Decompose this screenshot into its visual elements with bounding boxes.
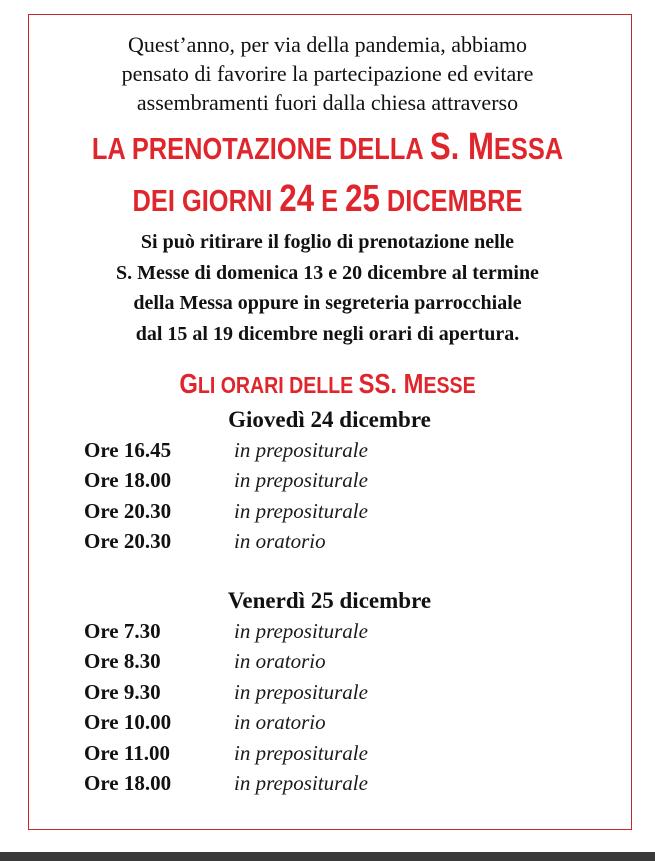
headline-text: DICEMBRE <box>379 183 523 218</box>
headline-line-2 <box>59 178 596 221</box>
mass-time: Ore 16.45 <box>84 438 172 462</box>
headline-number: 24 <box>279 178 315 220</box>
intro-line-1: Quest’anno, per via della pandemia, abbiamo <box>128 32 527 57</box>
mass-time: Ore 11.00 <box>84 740 170 765</box>
intro-line-2: pensato di favorire la partecipazione ed evitare <box>121 61 534 86</box>
headline-text: DEI GIORNI <box>132 183 280 218</box>
mass-place: in oratorio <box>234 529 326 554</box>
booking-details <box>0 227 655 349</box>
details-line-3: della Messa oppure in segreteria parrocchiale <box>133 292 522 314</box>
mass-time: Ore 10.00 <box>84 710 172 735</box>
mass-place: in prepositurale <box>234 679 368 704</box>
headline-text: ESSA <box>493 131 564 166</box>
schedule-row <box>84 529 584 559</box>
mass-time: Ore 7.30 <box>84 619 161 643</box>
details-line-2: S. Messe di domenica 13 e 20 dicembre al termine <box>116 261 539 284</box>
mass-time: Ore 18.00 <box>84 468 172 493</box>
schedule-row <box>84 741 584 771</box>
schedule-list-friday <box>84 619 584 801</box>
intro-line-3: assembramenti fuori dalla chiesa attraverso <box>136 90 519 115</box>
mass-place: in prepositurale <box>234 468 368 493</box>
schedule-title-text: LI ORARI DELLE <box>197 372 359 398</box>
schedule-row <box>84 438 584 468</box>
mass-time: Ore 20.30 <box>84 529 172 554</box>
mass-place: in prepositurale <box>234 740 368 765</box>
schedule-title <box>49 368 606 400</box>
mass-place: in oratorio <box>234 710 326 735</box>
schedule-title-text: SS. M <box>358 368 424 399</box>
mass-time: Ore 20.30 <box>84 498 172 523</box>
mass-place: in prepositurale <box>234 438 368 462</box>
headline-text: S. M <box>429 126 494 168</box>
day-title-thursday: Giovedì 24 dicembre <box>228 407 431 432</box>
schedule-row <box>84 710 584 740</box>
schedule-row <box>84 771 584 801</box>
schedule-row <box>84 468 584 498</box>
details-line-4: dal 15 al 19 dicembre negli orari di apertura. <box>135 322 520 345</box>
headline-text: LA PRENOTAZIONE DELLA <box>91 131 430 166</box>
schedule-row <box>84 680 584 710</box>
headline-line-1 <box>59 126 596 169</box>
mass-place: in prepositurale <box>234 498 368 523</box>
details-line-1: Si può ritirare il foglio di prenotazione nelle <box>140 231 515 253</box>
schedule-row <box>84 619 584 649</box>
mass-time: Ore 8.30 <box>84 649 161 674</box>
mass-place: in prepositurale <box>234 619 368 643</box>
mass-time: Ore 9.30 <box>84 679 161 704</box>
schedule-list-thursday <box>84 438 584 560</box>
intro-paragraph <box>0 30 655 117</box>
mass-time: Ore 18.00 <box>84 770 172 795</box>
headline-number: 25 <box>345 178 380 220</box>
schedule-row <box>84 649 584 679</box>
mass-place: in oratorio <box>234 649 326 674</box>
day-title-friday: Venerdì 25 dicembre <box>227 588 432 613</box>
headline-text: E <box>314 183 346 218</box>
bottom-edge-bar <box>0 852 655 861</box>
mass-place: in prepositurale <box>234 770 368 795</box>
schedule-title-text: ESSE <box>423 372 476 398</box>
schedule-title-text: G <box>179 368 198 399</box>
schedule-row <box>84 499 584 529</box>
